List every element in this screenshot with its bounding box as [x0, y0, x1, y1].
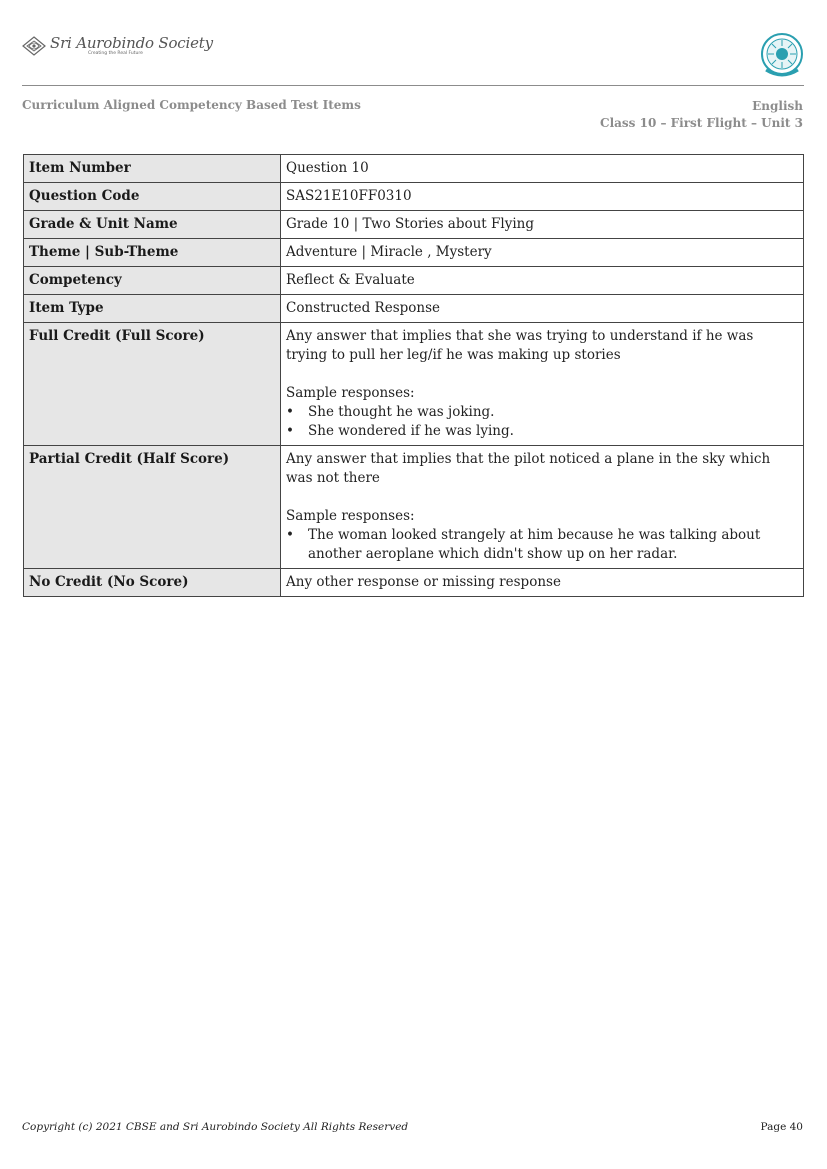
- partial-credit-cell: [281, 446, 804, 569]
- cbse-emblem-icon: [760, 32, 804, 80]
- table-row: [24, 323, 804, 446]
- grade-unit-label: Grade & Unit Name: [24, 211, 281, 239]
- competency-value: Reflect & Evaluate: [281, 267, 804, 295]
- org-tagline: Creating the Real Future: [88, 51, 143, 56]
- full-credit-cell: [281, 323, 804, 446]
- item-type-value: Constructed Response: [281, 295, 804, 323]
- sri-aurobindo-society-logo: [22, 36, 213, 57]
- list-item: • The woman looked strangely at him because he was talking about another aeroplane which didn't show up on her radar.: [286, 526, 798, 564]
- grade-unit-value: Grade 10 | Two Stories about Flying: [281, 211, 804, 239]
- item-type-label: Item Type: [24, 295, 281, 323]
- item-number-value: Question 10: [281, 155, 804, 183]
- subject-label: English: [752, 99, 803, 113]
- no-credit-label: No Credit (No Score): [24, 569, 281, 597]
- item-number-label: Item Number: [24, 155, 281, 183]
- header-divider: [22, 85, 804, 86]
- full-credit-label: Full Credit (Full Score): [24, 323, 281, 446]
- full-credit-text: Any answer that implies that she was trying to understand if he was trying to pull her leg/if he was making up stories: [286, 328, 754, 363]
- document-series-title: Curriculum Aligned Competency Based Test Items: [22, 98, 361, 112]
- table-row: [24, 569, 804, 597]
- theme-value: Adventure | Miracle , Mystery: [281, 239, 804, 267]
- cbse-logo: [760, 32, 804, 84]
- copyright-notice: Copyright (c) 2021 CBSE and Sri Aurobindo Society All Rights Reserved: [22, 1121, 409, 1133]
- table-row: [24, 211, 804, 239]
- page-number: Page 40: [760, 1121, 803, 1133]
- list-item: • She wondered if he was lying.: [286, 422, 798, 441]
- theme-label: Theme | Sub-Theme: [24, 239, 281, 267]
- table-row: [24, 183, 804, 211]
- partial-credit-samples-list: [286, 526, 798, 564]
- org-name: Sri Aurobindo Society: [50, 34, 213, 52]
- table-row: [24, 155, 804, 183]
- subject-and-unit: [600, 98, 803, 132]
- table-row: [24, 446, 804, 569]
- partial-credit-samples-heading: Sample responses:: [286, 508, 415, 524]
- partial-credit-label: Partial Credit (Half Score): [24, 446, 281, 569]
- question-code-label: Question Code: [24, 183, 281, 211]
- table-row: [24, 295, 804, 323]
- table-row: [24, 267, 804, 295]
- table-row: [24, 239, 804, 267]
- full-credit-samples-list: [286, 403, 798, 441]
- partial-credit-text: Any answer that implies that the pilot noticed a plane in the sky which was not there: [286, 451, 771, 486]
- lotus-emblem-icon: [22, 36, 46, 56]
- competency-label: Competency: [24, 267, 281, 295]
- full-credit-samples-heading: Sample responses:: [286, 385, 415, 401]
- test-item-table: [23, 154, 804, 597]
- question-code-value: SAS21E10FF0310: [281, 183, 804, 211]
- no-credit-value: Any other response or missing response: [281, 569, 804, 597]
- list-item: • She thought he was joking.: [286, 403, 798, 422]
- class-unit-label: Class 10 – First Flight – Unit 3: [600, 116, 803, 130]
